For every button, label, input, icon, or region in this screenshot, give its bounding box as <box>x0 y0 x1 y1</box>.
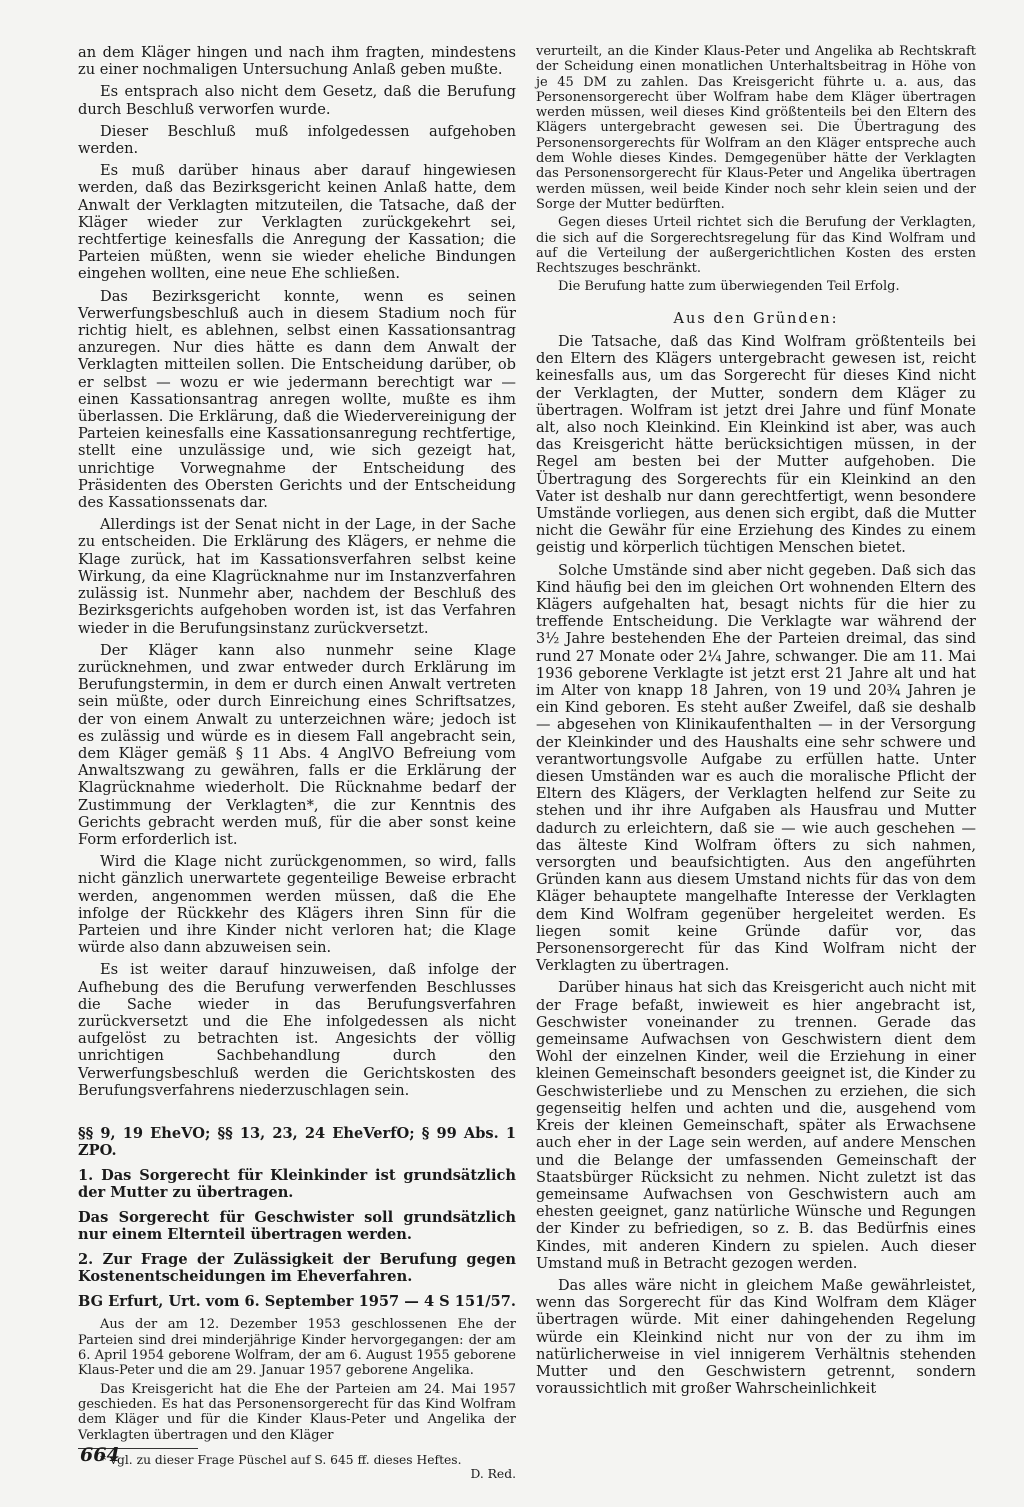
paragraph: Das alles wäre nicht in gleichem Maße gewährleistet, wenn das Sorgerecht für das Kind Wolfram dem Kläger übertragen würde. Mit einer dahingehenden Regelung würde ein Kleinkind nicht nur von der zu ihm im natürlicherweise in viel innigerem Verhältnis stehenden Mutter und den Geschwistern getrennt, sondern voraussichtlich mit großer Wahrscheinlichkeit <box>536 1277 976 1398</box>
facts-paragraph: Die Berufung hatte zum überwiegenden Teil Erfolg. <box>558 279 900 295</box>
statute-reference: §§ 9, 19 EheVO; §§ 13, 23, 24 EheVerfO; § 99 Abs. 1 ZPO. <box>78 1124 516 1160</box>
facts-paragraph: verurteilt, an die Kinder Klaus-Peter und Angelika ab Rechtskraft der Scheidung einen monatlichen Unterhaltsbeitrag in Höhe von je 45 DM zu zahlen. Das Kreisgericht führte u. a. aus, das Personensorgerecht über Wolfram habe dem Kläger übertragen werden müssen, weil dieses Kind größtenteils bei den Eltern des Klägers untergebracht gewesen sei. Die Übertragung des Personensorgerechts für Wolfram an den Kläger entspreche auch dem Wohle dieses Kindes. Demgegenüber hätte der Verklagten das Personensorgerecht für Klaus-Peter und Angelika übertragen werden müssen, weil beide Kinder noch sehr klein seien und der Sorge der Mutter bedürften. <box>536 44 976 212</box>
left-column <box>78 44 516 1482</box>
headnote <box>78 1125 516 1311</box>
headnote-point: Das Sorgerecht für Geschwister soll grundsätzlich nur einem Elternteil übertragen werden. <box>78 1208 516 1244</box>
facts-paragraph: Aus der am 12. Dezember 1953 geschlossenen Ehe der Parteien sind drei minderjährige Kinder hervorgegangen: der am 6. April 1954 geborene Wolfram, der am 6. August 1955 geborene Klaus-Peter und die am 29. Januar 1957 geborene Angelika. <box>78 1317 516 1379</box>
case-facts <box>78 1317 516 1442</box>
paragraph: Die Tatsache, daß das Kind Wolfram größtenteils bei den Eltern des Klägers untergebracht gewesen ist, reicht keinesfalls aus, um das Sorgerecht für dieses Kind nicht der Verklagten, der Mutter, sondern dem Kläger zu übertragen. Wolfram ist jetzt drei Jahre und fünf Monate alt, also noch Kleinkind. Ein Kleinkind ist aber, was auch das Kreisgericht hätte berücksichtigen müssen, in der Regel am besten bei der Mutter aufgehoben. Die Übertragung des Sorgerechts für ein Kleinkind an den Vater ist deshalb nur dann gerechtfertigt, wenn besondere Umstände vorliegen, aus denen sich ergibt, daß die Mutter nicht die Gewähr für eine Erziehung des Kindes zu einem geistig und körperlich tüchtigen Menschen bietet. <box>536 333 976 557</box>
headnote-point: 1. Das Sorgerecht für Kleinkinder ist grundsätzlich der Mutter zu übertragen. <box>78 1166 516 1202</box>
paragraph: Dieser Beschluß muß infolgedessen aufgehoben werden. <box>78 122 516 158</box>
paragraph: Es muß darüber hinaus aber darauf hingewiesen werden, daß das Bezirksgericht keinen Anlaß hatte, dem Anwalt der Verklagten mitzuteilen, die Tatsache, daß der Kläger wieder zur Verklagten zurückgekehrt sei, rechtfertige keinesfalls die Anregung der Kassation; die Parteien müßten, wenn sie wieder eheliche Bindungen eingehen wollten, eine neue Ehe schließen. <box>78 162 516 283</box>
paragraph: Allerdings ist der Senat nicht in der Lage, in der Sache zu entscheiden. Die Erklärung des Klägers, er nehme die Klage zurück, hat im Kassationsverfahren selbst keine Wirkung, da eine Klagrücknahme nur im Instanzverfahren zulässig ist. Nunmehr aber, nachdem der Beschluß des Bezirksgerichts aufgehoben worden ist, ist das Verfahren wieder in die Berufungsinstanz zurückversetzt. <box>78 516 516 637</box>
section-heading: Aus den Gründen: <box>673 310 839 327</box>
paragraph: an dem Kläger hingen und nach ihm fragten, mindestens zu einer nochmaligen Untersuchung Anlaß geben mußte. <box>78 44 516 79</box>
paragraph: Darüber hinaus hat sich das Kreisgericht auch nicht mit der Frage befaßt, inwieweit es hier angebracht ist, Geschwister voneinander zu trennen. Gerade das gemeinsame Aufwachsen von Geschwistern dient dem Wohl der einzelnen Kinder, weil die Erziehung in einer kleinen Gemeinschaft besonders geeignet ist, die Kinder zu Geschwisterliebe und zu Menschen zu erziehen, die sich gegenseitig helfen und achten und die, ausgehend vom Kreis der kleinen Gemeinschaft, später als Erwachsene auch eher in der Lage sein werden, auf andere Menschen und die Belange der umfassenden Gemeinschaft der Staatsbürger Rücksicht zu nehmen. Nicht zuletzt ist das gemeinsame Aufwachsen von Geschwistern auch am ehesten geeignet, ganz natürliche Wünsche und Regungen der Kinder zu befriedigen, so z. B. das Bedürfnis eines Kindes, mit anderen Kindern zu spielen. Auch dieser Umstand muß in Betracht gezogen werden. <box>536 980 976 1272</box>
page-number: 664 <box>80 1444 120 1466</box>
facts-paragraph: Gegen dieses Urteil richtet sich die Berufung der Verklagten, die sich auf die Sorgerechtsregelung für das Kind Wolfram und auf die Verteilung der außergerichtlichen Kosten des ersten Rechtszuges beschränkt. <box>536 215 976 277</box>
paragraph: Es entsprach also nicht dem Gesetz, daß die Berufung durch Beschluß verworfen wurde. <box>78 83 516 118</box>
case-facts-continued <box>536 44 976 295</box>
paragraph: Wird die Klage nicht zurückgenommen, so wird, falls nicht gänzlich unerwartete gegenteilige Beweise erbracht werden, angenommen werden müssen, daß die Ehe infolge der Rückkehr des Klägers ihren Sinn für die Parteien und ihre Kinder nicht verloren hat; die Klage würde also dann abzuweisen sein. <box>78 853 516 957</box>
headnote-point: 2. Zur Frage der Zulässigkeit der Berufung gegen Kostenentscheidungen im Eheverfahren. <box>78 1250 516 1286</box>
facts-paragraph: Das Kreisgericht hat die Ehe der Parteien am 24. Mai 1957 geschieden. Es hat das Personensorgerecht für das Kind Wolfram dem Kläger und für die Kinder Klaus-Peter und Angelika der Verklagten übertragen und den Kläger <box>78 1381 516 1443</box>
case-citation: BG Erfurt, Urt. vom 6. September 1957 — 4 S 151/57. <box>78 1292 516 1310</box>
paragraph: Es ist weiter darauf hinzuweisen, daß infolge der Aufhebung des die Berufung verwerfenden Beschlusses die Sache wieder in das Berufungsverfahren zurückversetzt und die Ehe infolgedessen als nicht aufgelöst zu betrachten ist. Angesichts der völlig unrichtigen Sachbehandlung durch den Verwerfungsbeschluß werden die Gerichtskosten des Berufungsverfahrens niederzuschlagen sein. <box>78 961 516 1099</box>
paragraph: Der Kläger kann also nunmehr seine Klage zurücknehmen, und zwar entweder durch Erklärung im Berufungstermin, in dem er durch einen Anwalt vertreten sein müßte, oder durch Einreichung eines Schriftsatzes, der von einem Anwalt zu unterzeichnen wäre; jedoch ist es zulässig und würde es in diesem Fall angebracht sein, dem Kläger gemäß § 11 Abs. 4 AnglVO Befreiung vom Anwaltszwang zu gewähren, falls er die Erklärung der Klagrücknahme wiederholt. Die Rücknahme bedarf der Zustimmung der Verklagten*, die zur Kenntnis des Gerichts gebracht werden muß, für die aber sonst keine Form erforderlich ist. <box>78 641 516 848</box>
footnote-text: * vgl. zu dieser Frage Püschel auf S. 645 ff. dieses Heftes. <box>100 1452 462 1467</box>
right-column <box>536 44 976 1403</box>
paragraph: Solche Umstände sind aber nicht gegeben. Daß sich das Kind häufig bei den im gleichen Ort wohnenden Eltern des Klägers aufgehalten hat, besagt nichts für die hier zu treffende Entscheidung. Die Verklagte war während der 3½ Jahre bestehenden Ehe der Parteien dreimal, das sind rund 27 Monate oder 2¼ Jahre, schwanger. Die am 11. Mai 1936 geborene Verklagte ist jetzt erst 21 Jahre alt und hat im Alter von knapp 18 Jahren, von 19 und 20¾ Jahren je ein Kind geboren. Es steht außer Zweifel, daß sie deshalb — abgesehen von Klinikaufenthalten — in der Versorgung der Kleinkinder und des Haushalts eine sehr schwere und verantwortungsvolle Aufgabe zu erfüllen hatte. Unter diesen Umständen war es auch die moralische Pflicht der Eltern des Klägers, der Verklagten helfend zur Seite zu stehen und ihr ihre Aufgaben als Hausfrau und Mutter dadurch zu erleichtern, daß sie — wie auch geschehen — das älteste Kind Wolfram öfters zu sich nahmen, versorgten und beaufsichtigten. Aus den angeführten Gründen kann aus diesem Umstand nichts für das von dem Kläger behauptete mangelhafte Interesse der Verklagten dem Kind Wolfram gegenüber hergeleitet werden. Es liegen somit keine Gründe dafür vor, das Personensorgerecht für das Kind Wolfram nicht der Verklagten zu übertragen. <box>536 562 976 975</box>
paragraph: Das Bezirksgericht konnte, wenn es seinen Verwerfungsbeschluß auch in diesem Stadium noch für richtig hielt, es ablehnen, selbst einen Kassationsantrag anzuregen. Nur dies hätte es dann dem Anwalt der Verklagten mitteilen sollen. Die Entscheidung darüber, ob er selbst — wozu er wie jedermann berechtigt war — einen Kassationsantrag anregen wollte, mußte es ihm überlassen. Die Erklärung, daß die Wiedervereinigung der Parteien keinesfalls eine Kassationsanregung rechtfertige, stellt eine unzulässige und, wie sich gezeigt hat, unrichtige Vorwegnahme der Entscheidung des Präsidenten des Obersten Gerichts und der Entscheidung des Kassationssenats dar. <box>78 287 516 512</box>
footnote-signature: D. Red. <box>470 1467 516 1482</box>
